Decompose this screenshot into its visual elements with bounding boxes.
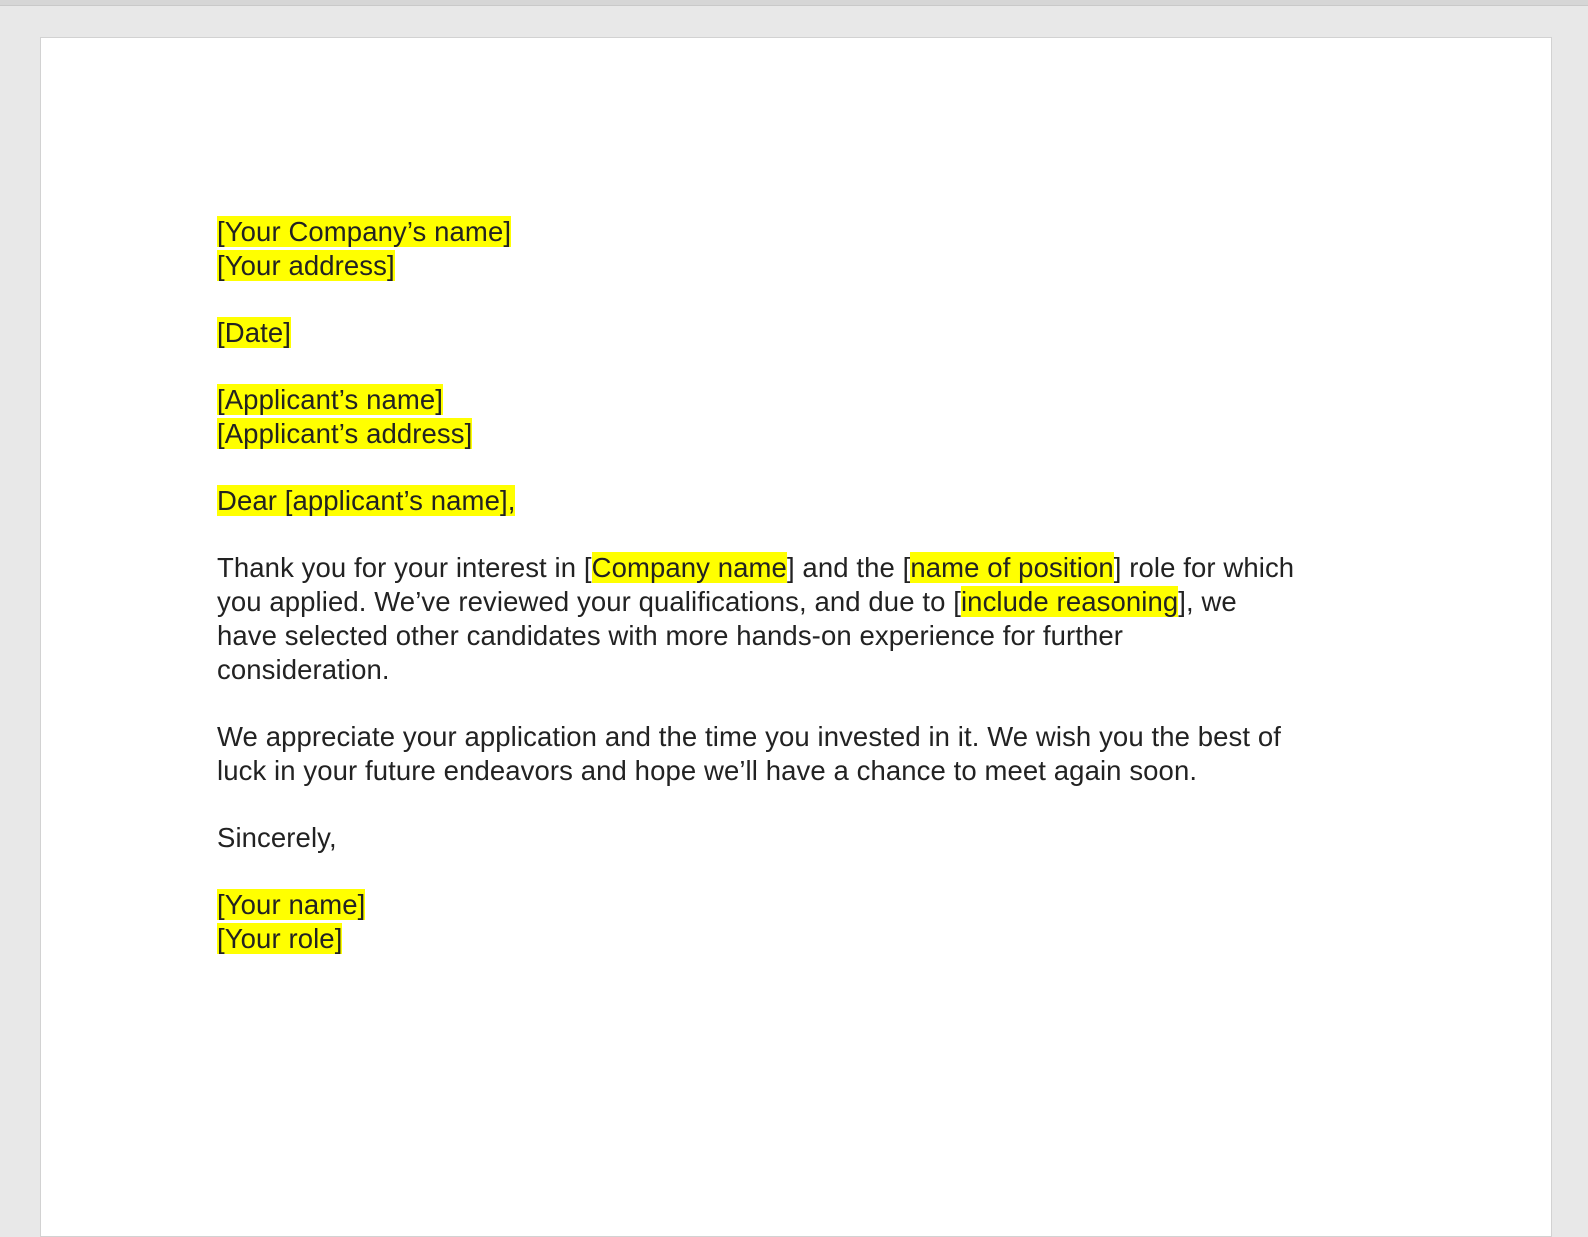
placeholder-company-name: Company name <box>591 552 787 583</box>
spacer <box>217 855 1367 888</box>
sender-company-name: [Your Company’s name] <box>217 216 512 247</box>
placeholder-reasoning: include reasoning <box>960 586 1179 617</box>
spacer <box>217 687 1367 720</box>
spacer <box>217 350 1367 383</box>
placeholder-position-name: name of position <box>910 552 1114 583</box>
text-run: ], we <box>1178 586 1237 617</box>
document-page[interactable] <box>40 37 1552 1237</box>
paragraph1-line3: have selected other candidates with more hands-on experience for further <box>217 620 1124 651</box>
paragraph2-line1: We appreciate your application and the time you invested in it. We wish you the best of <box>217 721 1281 752</box>
text-run: ] role for which <box>1113 552 1295 583</box>
paragraph1-line2 <box>217 585 1367 619</box>
text-run: Thank you for your interest in [ <box>217 552 592 583</box>
recipient-name: [Applicant’s name] <box>217 384 444 415</box>
sender-address: [Your address] <box>217 250 395 281</box>
recipient-name-line <box>217 383 1367 417</box>
spacer <box>217 451 1367 484</box>
signature-name-line <box>217 888 1367 922</box>
spacer <box>217 518 1367 551</box>
spacer <box>217 283 1367 316</box>
signature-name: [Your name] <box>217 889 366 920</box>
salutation: Dear [applicant’s name], <box>217 485 516 516</box>
sender-address-line <box>217 249 1367 283</box>
letter-date: [Date] <box>217 317 291 348</box>
top-toolbar-edge <box>0 0 1588 6</box>
spacer <box>217 788 1367 821</box>
closing: Sincerely, <box>217 822 337 853</box>
paragraph2-line2: luck in your future endeavors and hope we’ll have a chance to meet again soon. <box>217 755 1198 786</box>
paragraph1-line4: consideration. <box>217 654 390 685</box>
text-run: ] and the [ <box>786 552 911 583</box>
recipient-address: [Applicant’s address] <box>217 418 473 449</box>
paragraph1-line1 <box>217 551 1367 585</box>
signature-role: [Your role] <box>217 923 343 954</box>
sender-company-line <box>217 215 1367 249</box>
letter-body <box>217 215 1367 956</box>
text-run: you applied. We’ve reviewed your qualifications, and due to [ <box>217 586 961 617</box>
date-line <box>217 316 1367 350</box>
signature-role-line <box>217 922 1367 956</box>
recipient-address-line <box>217 417 1367 451</box>
salutation-line <box>217 484 1367 518</box>
